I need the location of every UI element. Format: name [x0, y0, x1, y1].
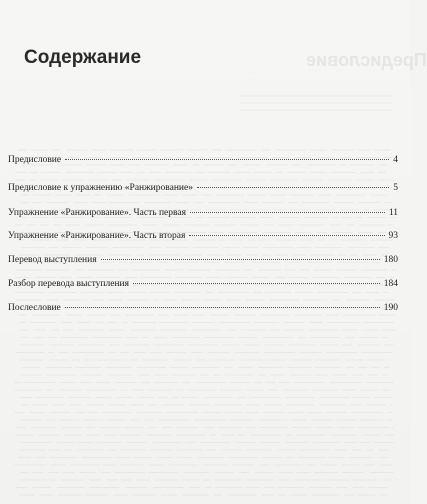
toc-entry-page: 190 — [383, 303, 398, 313]
toc-entry-title: Упражнение «Ранжирование». Часть вторая — [8, 231, 186, 241]
toc-entry-page: 11 — [388, 208, 398, 218]
bleed-through-heading: Предисловие — [306, 50, 427, 70]
toc-entry-title: Перевод выступления — [8, 255, 97, 265]
toc-entry[interactable] — [8, 208, 398, 222]
toc-entry[interactable] — [8, 231, 398, 245]
toc-leader-dots — [197, 187, 389, 188]
toc-leader-dots — [133, 283, 380, 284]
toc-entry-page: 93 — [388, 231, 398, 241]
toc-leader-dots — [65, 307, 380, 308]
toc-entry-title: Послесловие — [8, 303, 61, 313]
toc-entry[interactable] — [8, 255, 398, 269]
toc-entry-page: 5 — [393, 183, 398, 193]
page-title: Содержание — [24, 47, 142, 68]
toc-entry-title: Упражнение «Ранжирование». Часть первая — [8, 208, 186, 218]
toc-entry[interactable] — [8, 155, 398, 169]
toc-entry-page: 4 — [393, 155, 398, 165]
toc-leader-dots — [189, 235, 384, 236]
toc-entry-title: Разбор перевода выступления — [8, 279, 129, 289]
toc-entry-title: Предисловие к упражнению «Ранжирование» — [8, 183, 193, 193]
toc-entry[interactable] — [8, 303, 398, 317]
toc-entry-page: 184 — [383, 279, 398, 289]
toc-leader-dots — [190, 212, 385, 213]
toc-leader-dots — [101, 259, 380, 260]
toc-entry[interactable] — [8, 183, 398, 197]
toc-entry[interactable] — [8, 279, 398, 293]
toc-entry-page: 180 — [383, 255, 398, 265]
toc-leader-dots — [65, 159, 389, 160]
toc-entry-title: Предисловие — [8, 155, 62, 165]
